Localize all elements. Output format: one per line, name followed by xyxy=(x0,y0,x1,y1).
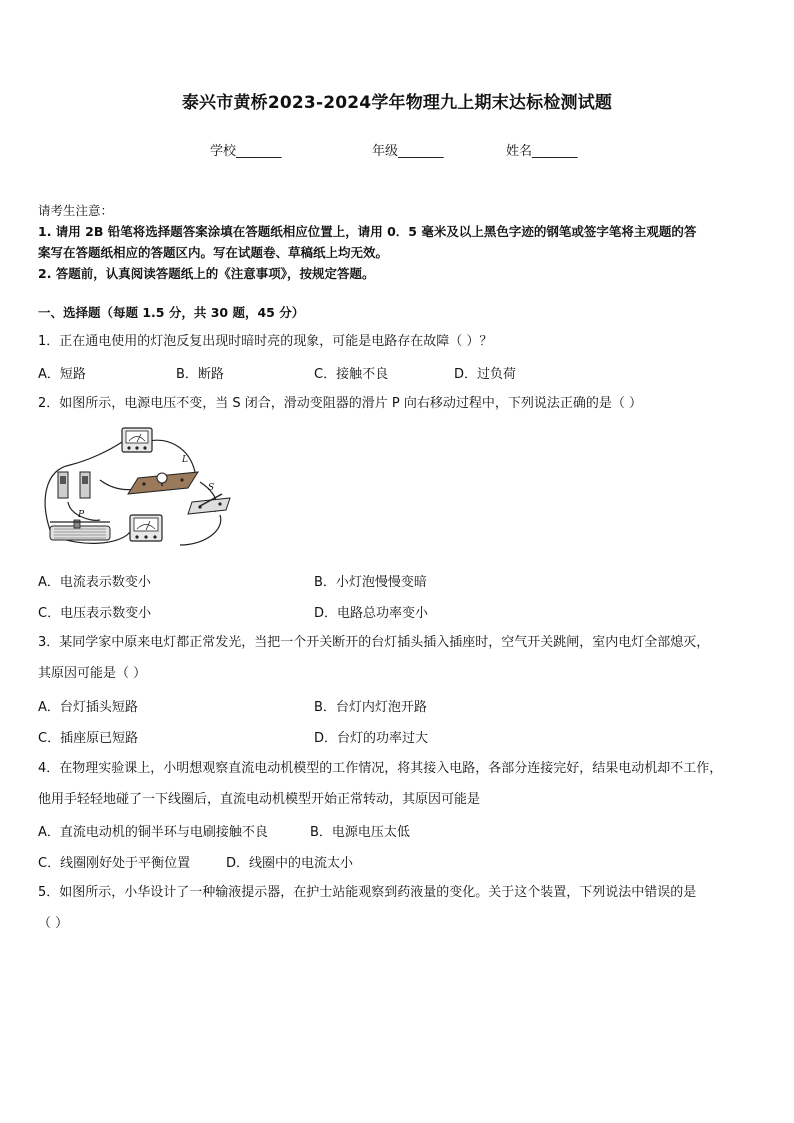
lamp-label: L xyxy=(182,455,188,465)
voltmeter-icon xyxy=(130,515,162,541)
rheostat-icon xyxy=(50,520,110,540)
notice-item-1-line-2: 案写在答题纸相应的答题区内。写在试题卷、草稿纸上均无效。 xyxy=(38,245,389,260)
question-4-option-d: D．线圈中的电流太小 xyxy=(226,856,354,871)
question-2-option-d: D．电路总功率变小 xyxy=(314,606,429,621)
question-1-option-b: B．断路 xyxy=(176,367,224,382)
question-1-stem: 1．正在通电使用的灯泡反复出现时暗时亮的现象，可能是电路存在故障（ ）？ xyxy=(38,334,493,349)
question-3-stem-line-2: 其原因可能是（ ） xyxy=(38,666,147,681)
question-4-option-b: B．电源电压太低 xyxy=(310,825,410,840)
question-4-stem-line-1: 4．在物理实验课上，小明想观察直流电动机模型的工作情况，将其接入电路，各部分连接完好，结果电动机却不工作， xyxy=(38,761,723,776)
grade-field: 年级_______ xyxy=(372,144,444,159)
name-field: 姓名_______ xyxy=(506,144,578,159)
school-field: 学校_______ xyxy=(210,144,282,159)
question-1-option-c: C．接触不良 xyxy=(314,367,389,382)
circuit-figure xyxy=(40,420,240,560)
page-title: 泰兴市黄桥2023-2024学年物理九上期末达标检测试题 xyxy=(181,93,613,113)
question-4-option-a: A．直流电动机的铜半环与电刷接触不良 xyxy=(38,825,268,840)
circuit-wire xyxy=(180,515,221,545)
notice-item-2: 2. 答题前，认真阅读答题纸上的《注意事项》，按规定答题。 xyxy=(38,266,375,281)
question-2-stem: 2．如图所示，电源电压不变，当 S 闭合，滑动变阻器的滑片 P 向右移动过程中，下列说法正确的是（ ） xyxy=(38,396,643,411)
question-5-stem-line-2: （ ） xyxy=(38,916,69,931)
question-3-option-d: D．台灯的功率过大 xyxy=(314,731,429,746)
ammeter-icon xyxy=(122,428,152,452)
switch-label: S xyxy=(208,483,215,493)
question-3-option-b: B．台灯内灯泡开路 xyxy=(314,700,427,715)
switch-icon xyxy=(188,494,230,514)
slider-label: P xyxy=(78,510,85,520)
question-3-stem-line-1: 3．某同学家中原来电灯都正常发光，当把一个开关断开的台灯插头插入插座时，空气开关跳闸，室内电灯全部熄灭， xyxy=(38,635,710,650)
section-1-heading: 一、选择题（每题 1.5 分，共 30 题，45 分） xyxy=(38,305,305,320)
question-1-option-d: D．过负荷 xyxy=(454,367,517,382)
lamp-board-icon xyxy=(128,472,198,494)
notice-heading: 请考生注意： xyxy=(38,203,114,218)
question-4-stem-line-2: 他用手轻轻地碰了一下线圈后，直流电动机模型开始正常转动，其原因可能是 xyxy=(38,792,481,807)
question-4-option-c: C．线圈刚好处于平衡位置 xyxy=(38,856,191,871)
question-3-option-c: C．插座原已短路 xyxy=(38,731,139,746)
question-5-stem-line-1: 5．如图所示，小华设计了一种输液提示器，在护士站能观察到药液量的变化。关于这个装置，下列说法中错误的是 xyxy=(38,885,697,900)
notice-item-1-line-1: 1. 请用 2B 铅笔将选择题答案涂填在答题纸相应位置上，请用 0．5 毫米及以上黑色字迹的钢笔或签字笔将主观题的答 xyxy=(38,224,697,239)
question-2-option-c: C．电压表示数变小 xyxy=(38,606,152,621)
question-3-option-a: A．台灯插头短路 xyxy=(38,700,138,715)
question-2-option-b: B．小灯泡慢慢变暗 xyxy=(314,575,427,590)
question-1-option-a: A．短路 xyxy=(38,367,86,382)
question-2-option-a: A．电流表示数变小 xyxy=(38,575,151,590)
battery-icon xyxy=(58,472,90,498)
